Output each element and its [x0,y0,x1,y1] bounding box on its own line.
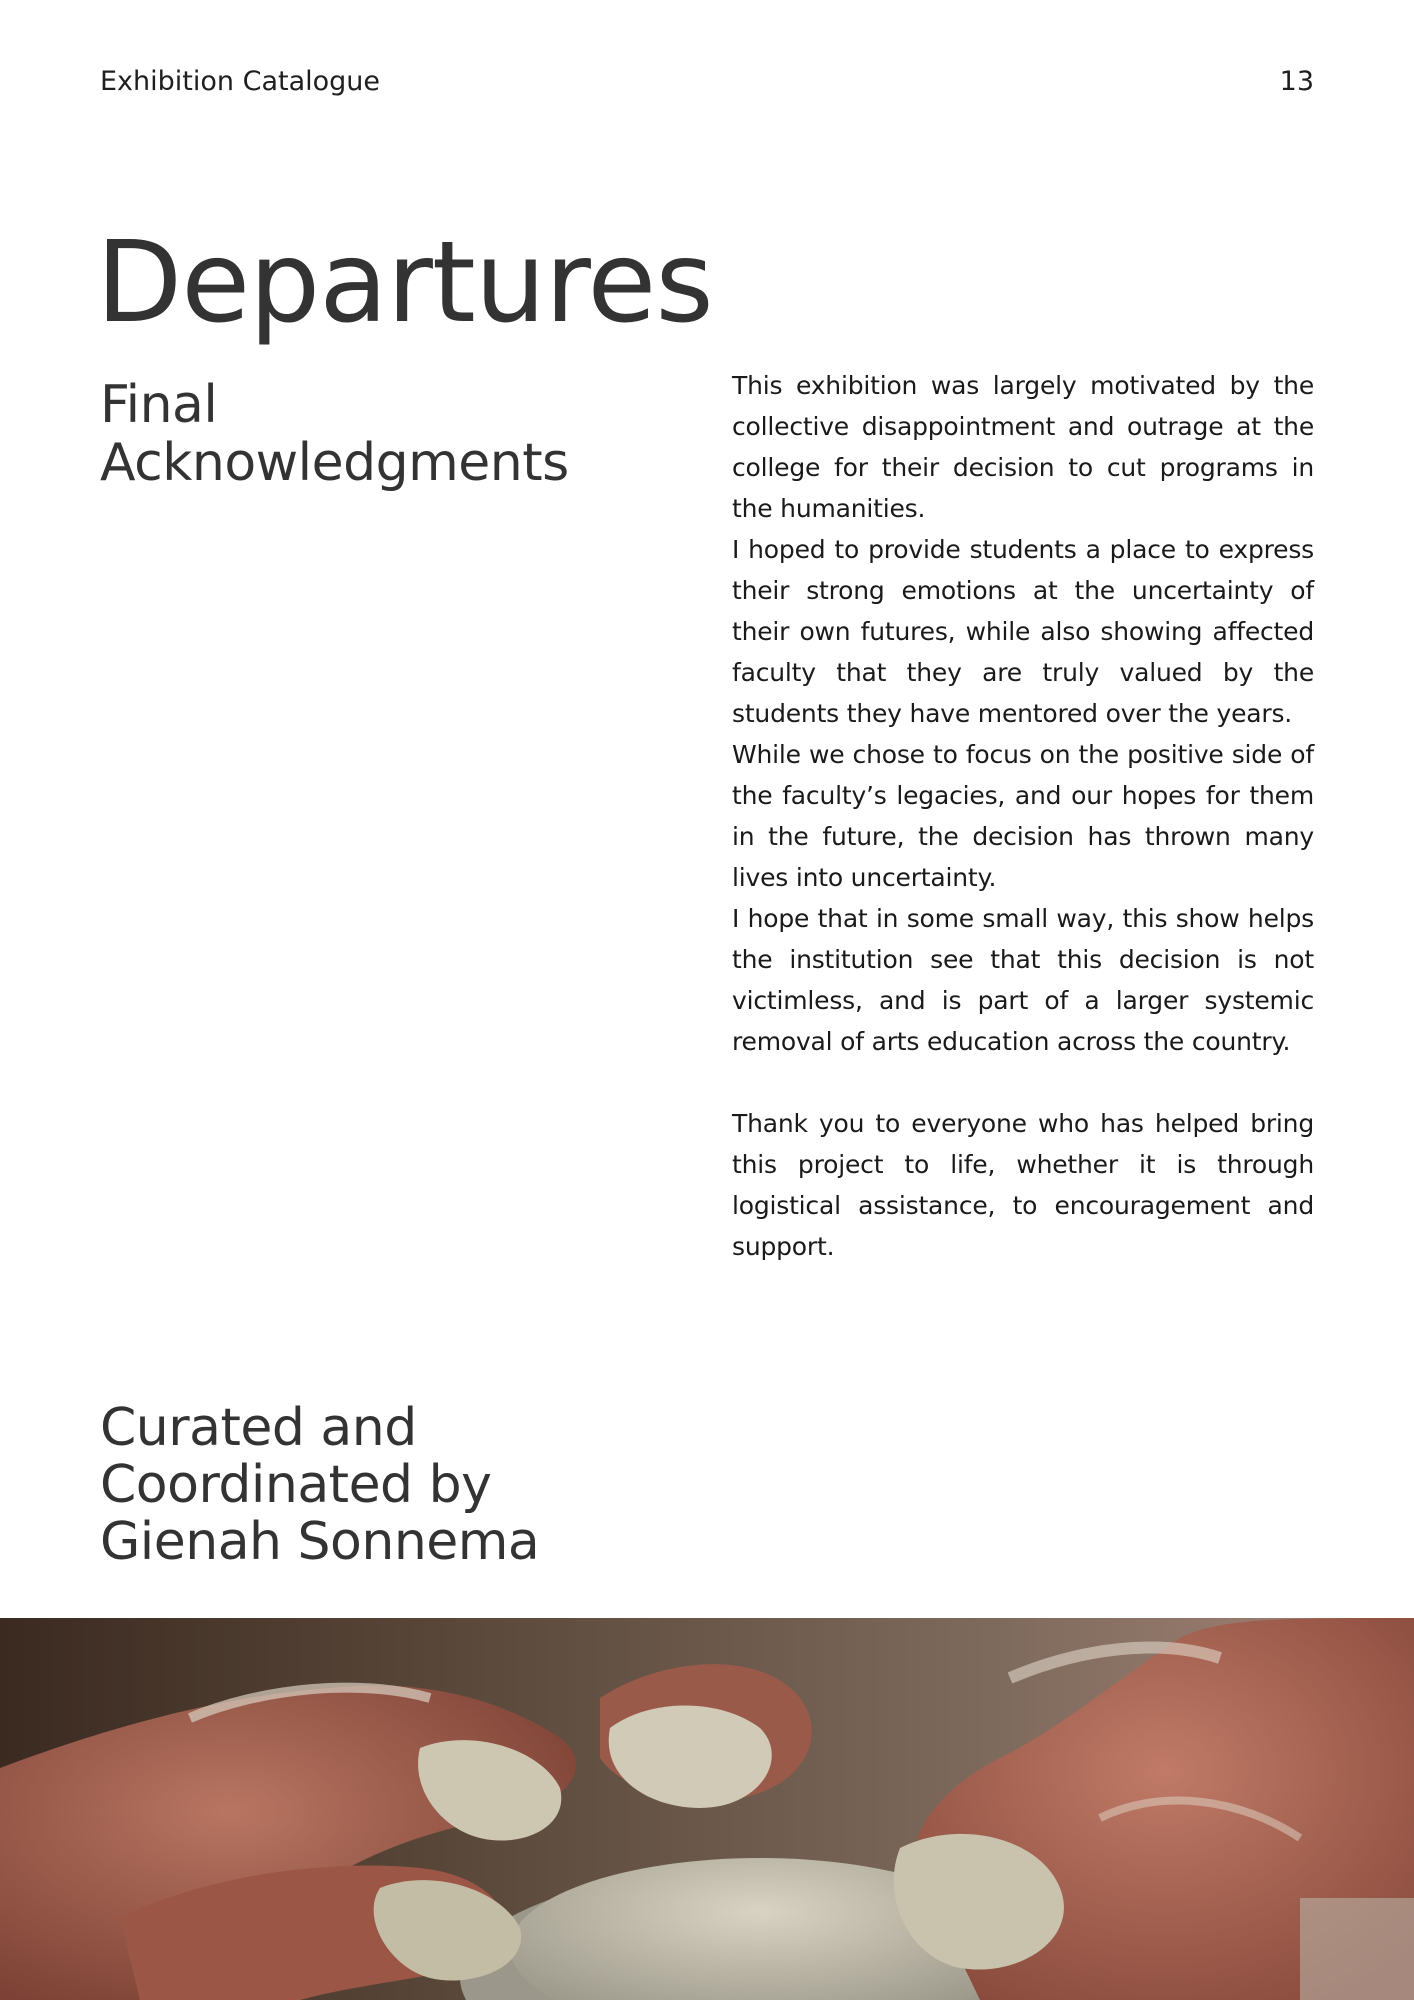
catalogue-title: Exhibition Catalogue [100,66,381,97]
paragraph-hopes: I hoped to provide students a place to express their strong emotions at the uncertainty of their own futures, while also showing affected faculty that they are truly valued by the students they have mentored over the years. [732,535,1314,728]
paragraph-legacies: While we chose to focus on the positive side of the faculty’s legacies, and our hopes for them in the future, the decision has thrown many lives into uncertainty. [732,740,1314,892]
clay-hands-photo [0,1618,1414,2000]
paragraph-motivation: This exhibition was largely motivated by the collective disappointment and outrage at the college for their decision to cut programs in the humanities. [732,371,1314,523]
acknowledgments-text [732,365,1314,1267]
page-title: Departures [96,218,713,348]
paragraph-thanks: Thank you to everyone who has helped bring this project to life, whether it is through logistical assistance, to encouragement and support. [732,1109,1314,1261]
photo-illustration [0,1618,1414,2000]
page-number: 13 [1279,66,1314,97]
section-heading: Final Acknowledgments [100,375,569,493]
curator-heading: Curated and Coordinated by Gienah Sonnema [100,1398,540,1572]
paragraph-institution: I hope that in some small way, this show helps the institution see that this decision is not victimless, and is part of a larger systemic removal of arts education across the country. [732,904,1314,1056]
